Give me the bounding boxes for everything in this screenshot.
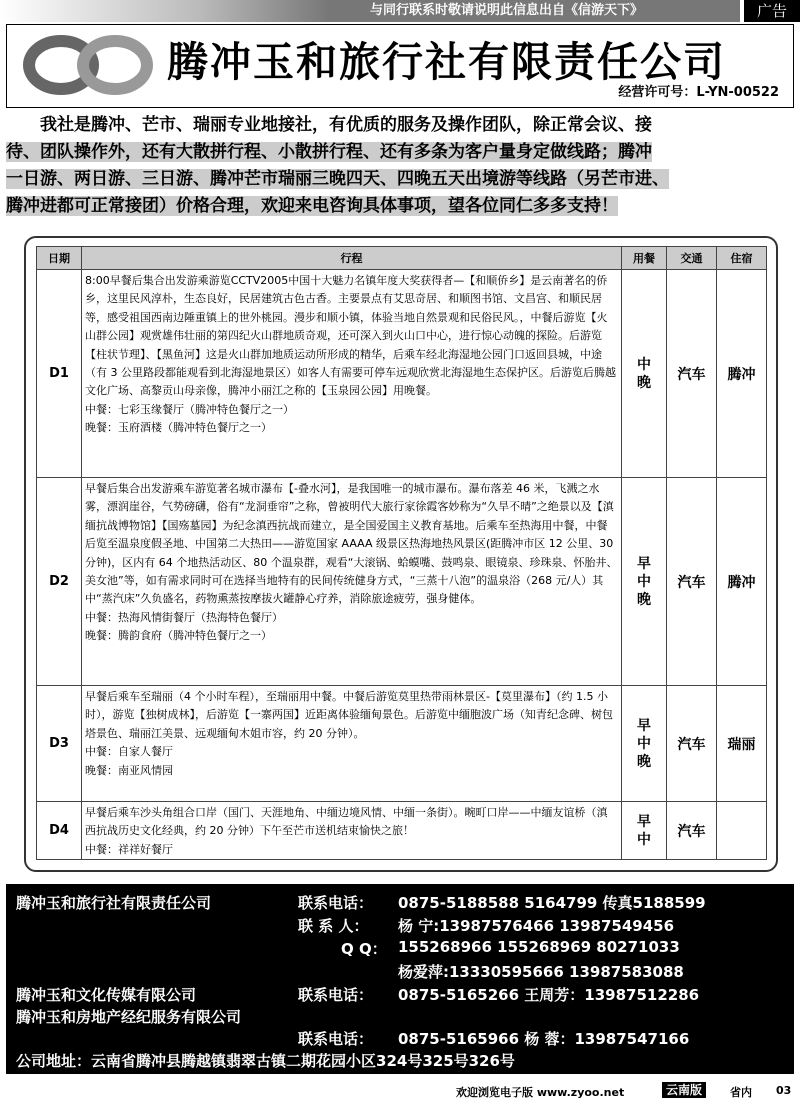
meal-mark: 晚 xyxy=(637,591,651,608)
route-description: 早餐后集合出发游乘车游览著名城市瀑布【-叠水河】，是我国唯一的城市瀑布。瀑布落差 46 米，飞溅之水雾，漂润崖谷，气势磅礴，俗有“龙洞垂帘”之称，曾被明代大旅行家徐霞客妙称为“久旱不晴”之绝景以及【滇缅抗战博物馆】【国殇墓园】为纪念滇西抗战而建立，是全国爱国主义教育基地。后乘车至热海用中餐，中餐后览至温泉度假圣地、中国第二大热田——游览国家 AAAA 级景区热海地热风景区(距腾冲市区 12 公里、30 分钟)，区内有 64 个地热活动区、80 个温泉群，观看“大滚锅、蛤蟆嘴、鼓鸣泉、眼镜泉、珍珠泉、怀胎井、美女池”等，如有需求同时可在选择当地特有的民间传统健身方式，“三蒸十八泡”的温泉浴（268 元/人）其中“蒸汽床”久负盛名，药物熏蒸按摩拔火罐静心疗养，消除旅途疲劳，强身健体。 xyxy=(85,482,618,606)
day-cell: D4 xyxy=(37,802,82,860)
day-cell: D1 xyxy=(37,270,82,478)
contact-label: 联 系 人： xyxy=(298,917,369,935)
day-cell: D3 xyxy=(37,686,82,802)
page-number: 03 xyxy=(776,1084,792,1097)
intro-line: 腾冲进都可正常接团）价格合理，欢迎来电咨询具体事项，望各位同仁多多支持！ xyxy=(6,196,618,216)
transport-cell: 汽车 xyxy=(667,686,717,802)
contact-footer xyxy=(6,884,794,1074)
intro-line: 我社是腾冲、芒市、瑞丽专业地接社，有优质的服务及操作团队，除正常会议、接 xyxy=(40,115,652,135)
lunch-note: 中餐：热海风情街餐厅（热海特色餐厅） xyxy=(85,610,283,624)
tel-label: 联系电话： xyxy=(298,894,374,912)
license-number: 经营许可号：L-YN-00522 xyxy=(618,85,779,100)
table-row xyxy=(37,802,767,860)
banner-gradient xyxy=(0,0,330,22)
media-tel: 0875-5165266 王周芳：13987512286 xyxy=(398,986,700,1004)
route-cell xyxy=(82,270,622,478)
table-row xyxy=(37,686,767,802)
stay-cell: 腾冲 xyxy=(717,270,767,478)
site-link[interactable]: 欢迎浏览电子版 www.zyoo.net xyxy=(456,1086,625,1099)
qq-numbers: 155268966 155268969 80271033 xyxy=(398,938,680,956)
region-label: 省内 xyxy=(730,1086,752,1099)
tel-numbers: 0875-5188588 5164799 传真5188599 xyxy=(398,894,706,912)
col-header-stay: 住宿 xyxy=(717,247,767,270)
transport-cell: 汽车 xyxy=(667,270,717,478)
table-row xyxy=(37,478,767,686)
lunch-note: 中餐：自家人餐厅 xyxy=(85,745,173,759)
itinerary-table xyxy=(36,246,767,860)
col-header-route: 行程 xyxy=(82,247,622,270)
meal-mark: 晚 xyxy=(637,374,651,391)
stay-cell: 瑞丽 xyxy=(717,686,767,802)
meal-mark: 早 xyxy=(637,555,651,572)
route-cell xyxy=(82,802,622,860)
meal-mark: 中 xyxy=(637,573,651,590)
day-cell: D2 xyxy=(37,478,82,686)
source-notice: 与同行联系时敬请说明此信息出自《信游天下》 xyxy=(330,0,740,22)
route-description: 8:00早餐后集合出发游乘游览CCTV2005中国十大魅力名镇年度大奖获得者—【和顺侨乡】是云南著名的侨乡，这里民风淳朴，生态良好，民居建筑古色古香。主要景点有艾思奇居、和顺图书馆、文昌宫、和顺民居等，感受祖国西南边陲重镇上的世外桃园。漫步和顺小镇，体验当地自然景观和民俗民风。，中餐后游览【火山群公园】观赏雄伟壮丽的第四纪火山群地质奇观，还可深入到火山口中心，进行惊心动魄的探险。后游览【柱状节理】、【黑鱼河】这是火山群加地质运动所形成的精华，后乘车经北海湿地公园门口返回县城，中途（有 3 公里路段都能观看到北海湿地景区）如客人有需要可停车远观欣赏北海湿地生态保护区。后游览后腾越文化广场、高黎贡山母亲像，腾冲小丽江之称的【玉泉园公园】用晚餐。 xyxy=(85,274,616,398)
table-row xyxy=(37,270,767,478)
meal-cell xyxy=(622,686,667,802)
intro-paragraph xyxy=(6,112,794,230)
edition-badge: 云南版 xyxy=(662,1082,706,1098)
transport-cell: 汽车 xyxy=(667,802,717,860)
meal-mark: 中 xyxy=(637,356,651,373)
lunch-note: 中餐：七彩玉缘餐厅（腾冲特色餐厅之一） xyxy=(85,402,294,416)
company-title: 腾冲玉和旅行社有限责任公司 xyxy=(167,38,726,86)
dinner-note: 晚餐：腾韵食府（腾冲特色餐厅之一） xyxy=(85,629,272,643)
route-description: 早餐后乘车至瑞丽（4 个小时车程），至瑞丽用中餐。中餐后游览莫里热带雨林景区-【莫里瀑布】（约 1.5 小时），游览【独树成林】，后游览【一寨两国】近距离体验缅甸景色。后游览中缅胞波广场（知青纪念碑、树包塔景色、瑞丽江美景、远观缅甸木姐市容，约 20 分钟）。 xyxy=(85,690,613,740)
ad-tag: 广告 xyxy=(744,0,800,22)
company-header xyxy=(6,24,794,108)
intro-line: 一日游、两日游、三日游、腾冲芒市瑞丽三晚四天、四晚五天出境游等线路（另芒市进、 xyxy=(6,169,669,189)
company-name-realty: 腾冲玉和房地产经纪服务有限公司 xyxy=(16,1008,242,1026)
transport-cell: 汽车 xyxy=(667,478,717,686)
tel-label: 联系电话： xyxy=(298,986,374,1004)
contact-yang-ning: 杨 宁:13987576466 13987549456 xyxy=(398,917,675,935)
tel-label: 联系电话： xyxy=(298,1030,374,1048)
company-address: 公司地址：云南省腾冲县腾越镇翡翠古镇二期花园小区324号325号326号 xyxy=(16,1052,515,1070)
meal-cell xyxy=(622,802,667,860)
table-header-row xyxy=(37,247,767,270)
top-banner xyxy=(0,0,800,22)
intro-line: 待、团队操作外，还有大散拼行程、小散拼行程、还有多条为客户量身定做线路；腾冲 xyxy=(6,142,652,162)
company-name-travel: 腾冲玉和旅行社有限责任公司 xyxy=(16,894,212,912)
col-header-day: 日期 xyxy=(37,247,82,270)
meal-cell xyxy=(622,270,667,478)
route-description: 早餐后乘车沙头角组合口岸（国门、天涯地角、中缅边境风情、中缅一条街）。畹町口岸——中缅友谊桥（滇西抗战历史文化经典，约 20 分钟）下午至芒市送机结束愉快之旅！ xyxy=(85,806,608,838)
company-name-media: 腾冲玉和文化传媒有限公司 xyxy=(16,986,197,1004)
meal-mark: 早 xyxy=(637,813,651,830)
contact-yang-aiping: 杨爱萍:13330595666 13987583088 xyxy=(398,963,684,981)
stay-cell: 腾冲 xyxy=(717,478,767,686)
meal-mark: 中 xyxy=(637,831,651,848)
company-logo-icon xyxy=(23,35,153,95)
itinerary-panel xyxy=(24,236,778,872)
meal-mark: 晚 xyxy=(637,753,651,770)
qq-label: Q Q： xyxy=(341,940,387,958)
meal-mark: 中 xyxy=(637,735,651,752)
col-header-meal: 用餐 xyxy=(622,247,667,270)
meal-mark: 早 xyxy=(637,717,651,734)
page-footer xyxy=(0,1080,800,1100)
dinner-note: 晚餐：玉府酒楼（腾冲特色餐厅之一） xyxy=(85,421,272,435)
realty-tel: 0875-5165966 杨 蓉：13987547166 xyxy=(398,1030,690,1048)
dinner-note: 晚餐：南亚风情园 xyxy=(85,763,173,777)
lunch-note: 中餐：祥祥好餐厅 xyxy=(85,842,173,856)
col-header-transport: 交通 xyxy=(667,247,717,270)
meal-cell xyxy=(622,478,667,686)
route-cell xyxy=(82,478,622,686)
stay-cell xyxy=(717,802,767,860)
route-cell xyxy=(82,686,622,802)
